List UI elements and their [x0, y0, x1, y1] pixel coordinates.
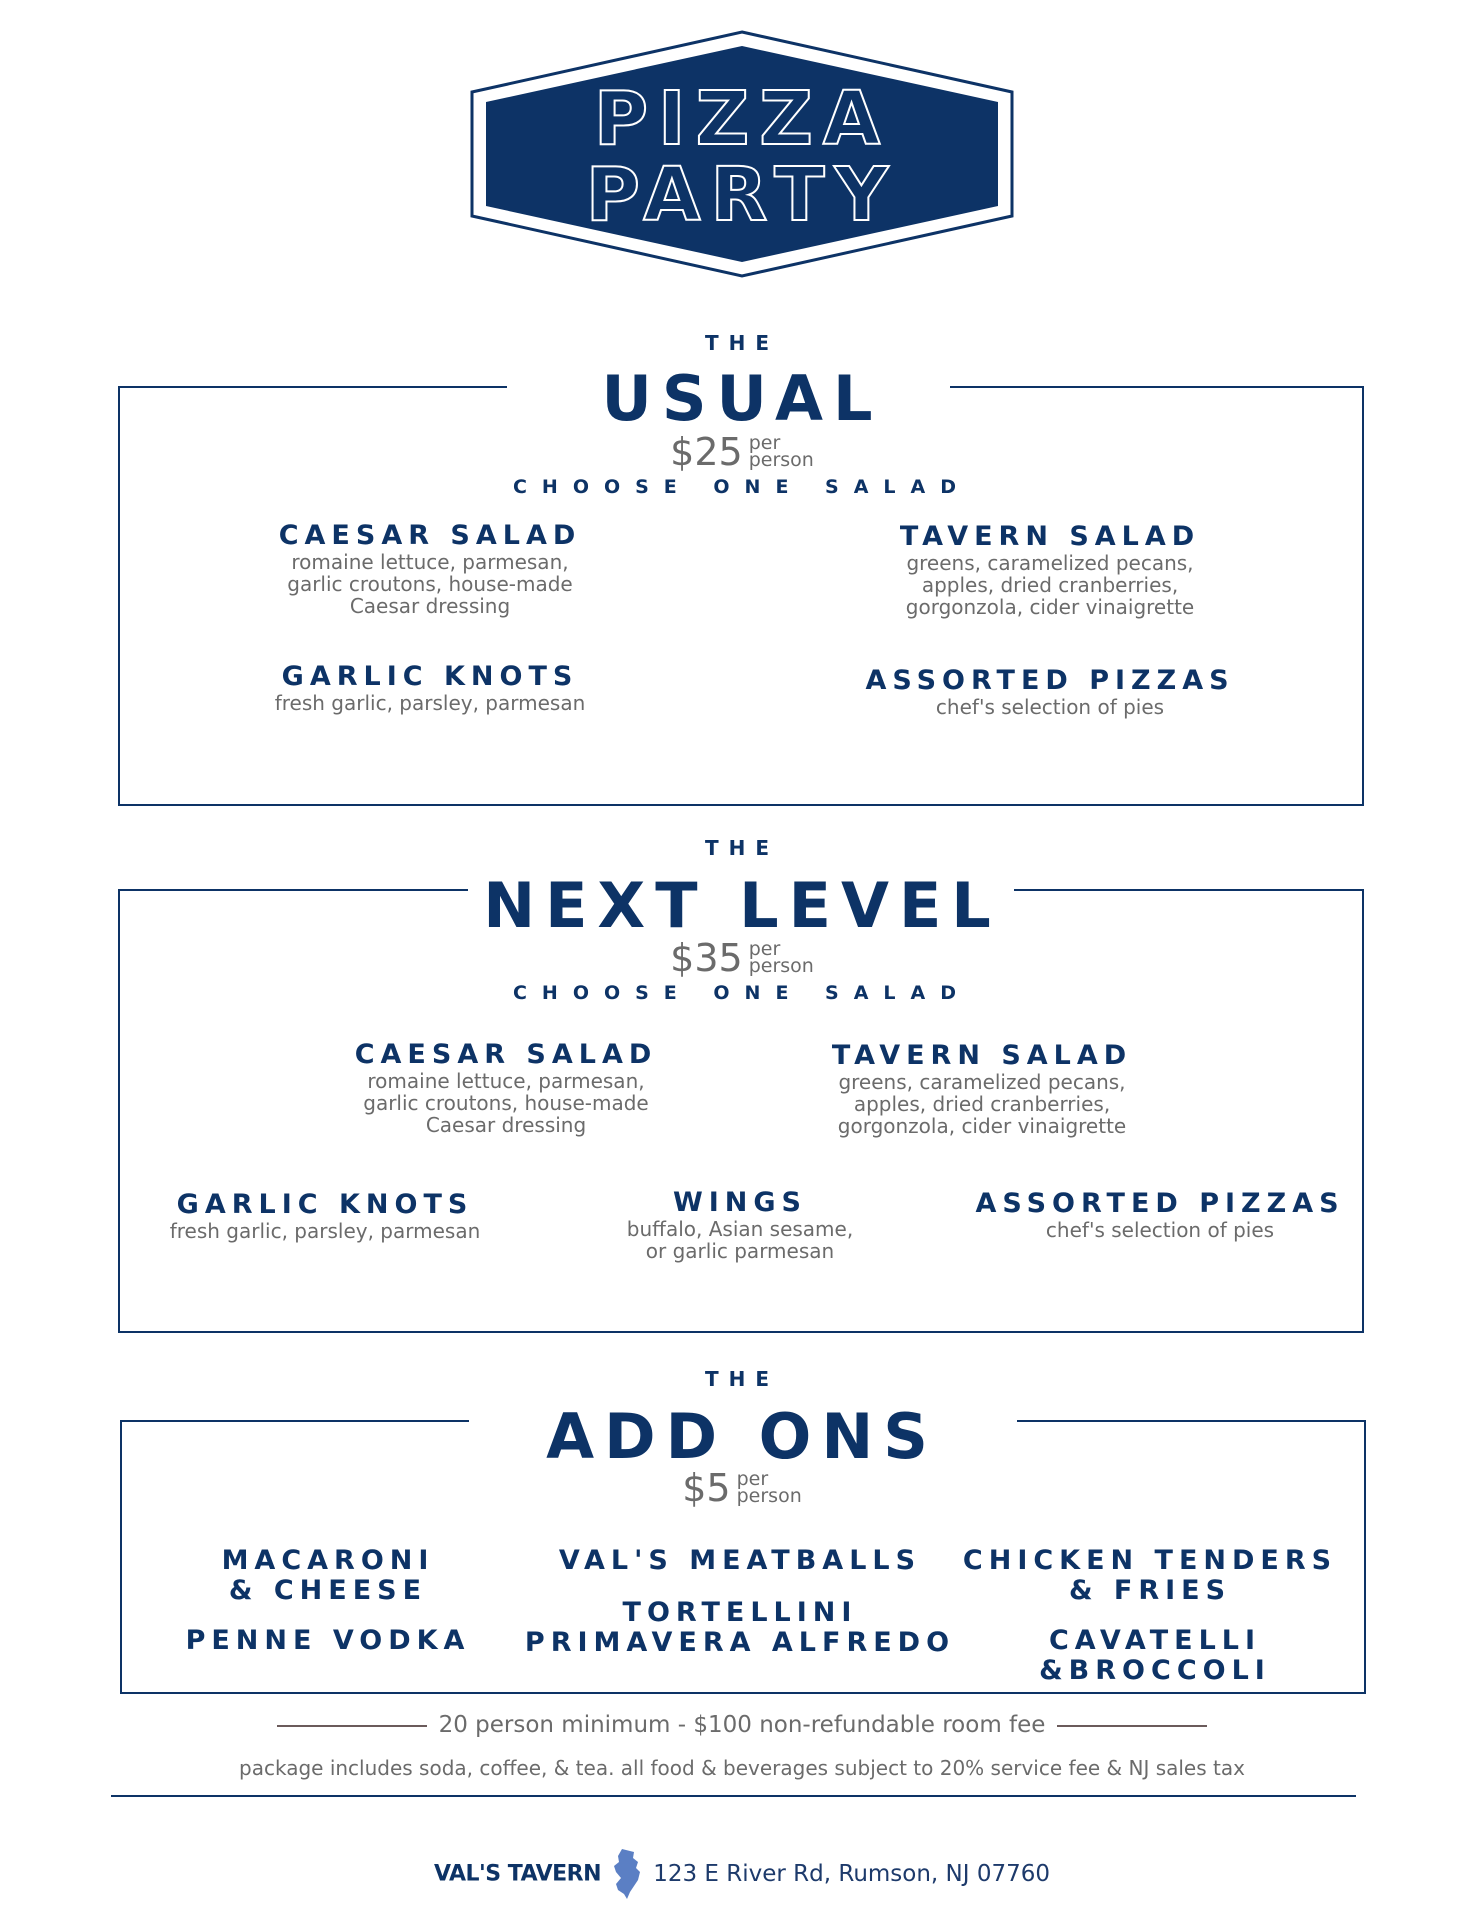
- item-name: CAESAR SALAD: [278, 520, 582, 551]
- addon-name-line: PENNE VODKA: [185, 1625, 471, 1656]
- usual-price-amount: $25: [670, 430, 743, 474]
- usual-item-garlic-knots: [230, 662, 630, 714]
- usual-item-tavern-salad: [850, 522, 1250, 618]
- next-item-assorted-pizzas: [960, 1189, 1360, 1241]
- item-name: GARLIC KNOTS: [176, 1189, 474, 1220]
- item-desc-line: garlic croutons, house-made: [287, 572, 573, 596]
- addon-macaroni-cheese: [168, 1546, 488, 1606]
- item-desc-line: or garlic parmesan: [645, 1239, 835, 1263]
- item-desc-line: apples, dried cranberries,: [853, 1092, 1111, 1116]
- usual-title: USUAL: [601, 362, 883, 435]
- addon-penne-vodka: [148, 1626, 508, 1656]
- item-desc-line: romaine lettuce, parmesan,: [367, 1069, 645, 1093]
- addons-the: THE: [704, 1367, 780, 1391]
- item-desc-line: greens, caramelized pecans,: [838, 1070, 1126, 1094]
- addon-name-line: & FRIES: [1068, 1575, 1232, 1606]
- addon-name-line: VAL'S MEATBALLS: [558, 1545, 922, 1576]
- addon-name-line: PRIMAVERA ALFREDO: [524, 1627, 956, 1658]
- item-desc-line: Caesar dressing: [349, 594, 511, 618]
- next-item-caesar-salad: [306, 1040, 706, 1136]
- item-name: TAVERN SALAD: [831, 1040, 1133, 1071]
- addons-per: per: [736, 1468, 769, 1490]
- item-desc-line: chef's selection of pies: [935, 695, 1165, 719]
- logo-line-1: PIZZA: [593, 76, 891, 162]
- item-desc-line: gorgonzola, cider vinaigrette: [837, 1114, 1127, 1138]
- item-desc-line: gorgonzola, cider vinaigrette: [905, 595, 1195, 619]
- next-price: [0, 936, 1484, 980]
- item-name: WINGS: [672, 1187, 808, 1218]
- item-desc-line: chef's selection of pies: [1045, 1218, 1275, 1242]
- addon-name-line: CAVATELLI &BROCCOLI: [1039, 1625, 1271, 1686]
- footer-divider: [111, 1795, 1356, 1797]
- addon-name-line: MACARONI: [221, 1545, 435, 1576]
- addons-price-amount: $5: [682, 1466, 731, 1510]
- next-the: THE: [704, 836, 780, 860]
- logo-line-2: PARTY: [585, 152, 899, 238]
- addon-name-line: TORTELLINI: [622, 1597, 858, 1628]
- next-item-tavern-salad: [782, 1041, 1182, 1137]
- usual-per: per: [748, 432, 781, 454]
- item-desc-line: fresh garlic, parsley, parmesan: [274, 691, 586, 715]
- next-item-garlic-knots: [125, 1190, 525, 1242]
- usual-person: person: [748, 449, 814, 471]
- item-name: ASSORTED PIZZAS: [975, 1188, 1345, 1219]
- item-name: GARLIC KNOTS: [281, 661, 579, 692]
- brand-name: VAL'S TAVERN: [433, 1861, 602, 1887]
- item-name: CAESAR SALAD: [354, 1039, 658, 1070]
- usual-item-caesar-salad: [230, 521, 630, 617]
- addons-person: person: [736, 1485, 802, 1507]
- addon-name-line: CHICKEN TENDERS: [962, 1545, 1338, 1576]
- new-jersey-state-icon: [612, 1848, 642, 1900]
- footer-address-bar: [0, 1848, 1484, 1900]
- item-name: TAVERN SALAD: [899, 521, 1201, 552]
- next-choose-one-salad: CHOOSE ONE SALAD: [512, 982, 972, 1004]
- divider-right: [1057, 1725, 1207, 1727]
- addon-tortellini-primavera-alfredo: [520, 1598, 960, 1658]
- addon-vals-meatballs: [540, 1546, 940, 1576]
- item-desc-line: fresh garlic, parsley, parmesan: [169, 1219, 481, 1243]
- divider-left: [277, 1725, 427, 1727]
- addons-title: ADD ONS: [546, 1400, 938, 1473]
- next-per: per: [748, 938, 781, 960]
- usual-choose-one-salad: CHOOSE ONE SALAD: [512, 476, 972, 498]
- item-desc-line: garlic croutons, house-made: [363, 1091, 649, 1115]
- address-text: 123 E River Rd, Rumson, NJ 07760: [653, 1861, 1051, 1887]
- room-minimum-line: [0, 1712, 1484, 1738]
- item-desc-line: buffalo, Asian sesame,: [626, 1217, 854, 1241]
- next-title: NEXT LEVEL: [483, 869, 1001, 942]
- next-item-wings: [600, 1188, 880, 1262]
- item-desc-line: greens, caramelized pecans,: [906, 551, 1194, 575]
- addon-cavatelli-broccoli: [955, 1626, 1355, 1686]
- pizza-party-logo: [467, 30, 1017, 278]
- item-name: ASSORTED PIZZAS: [865, 665, 1235, 696]
- item-desc-line: apples, dried cranberries,: [921, 573, 1179, 597]
- addon-name-line: & CHEESE: [228, 1575, 428, 1606]
- addon-chicken-tenders-fries: [950, 1546, 1350, 1606]
- usual-the: THE: [704, 331, 780, 355]
- package-note: package includes soda, coffee, & tea. all food & beverages subject to 20% service fee & NJ sales tax: [239, 1756, 1245, 1780]
- usual-item-assorted-pizzas: [850, 666, 1250, 718]
- next-person: person: [748, 955, 814, 977]
- room-minimum-text: 20 person minimum - $100 non-refundable room fee: [438, 1712, 1046, 1738]
- item-desc-line: Caesar dressing: [425, 1113, 587, 1137]
- item-desc-line: romaine lettuce, parmesan,: [291, 550, 569, 574]
- usual-price: [0, 430, 1484, 474]
- next-price-amount: $35: [670, 936, 743, 980]
- addons-price: [0, 1466, 1484, 1510]
